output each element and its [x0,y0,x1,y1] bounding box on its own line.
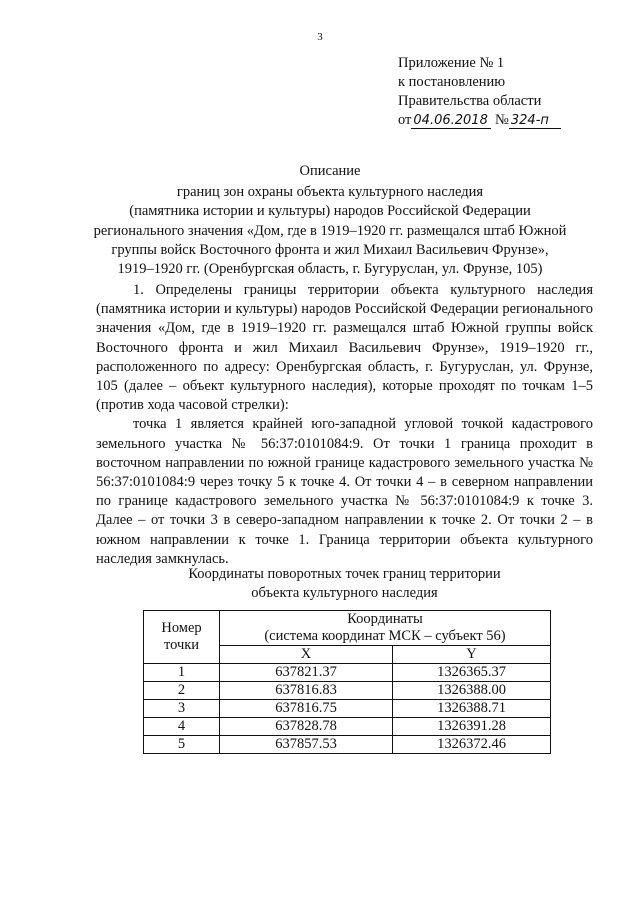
page-number: 3 [317,31,323,43]
handwritten-date: 04.06.2018 [411,114,491,129]
table-row [144,718,551,736]
header-point-line-2: точки [163,637,200,653]
header-point-number [144,611,220,664]
appendix-block [398,54,628,130]
cell-point: 4 [144,718,220,736]
heading-line-2: (памятника истории и культуры) народов Российской Федерации [129,203,531,220]
heading-line-3: регионального значения «Дом, где в 1919–1920 гг. размещался штаб Южной [93,222,567,239]
header-coordinates-line-1: Координаты [347,611,423,627]
cell-x: 637821.37 [220,664,393,682]
handwritten-number: 324-п [509,114,561,129]
cell-point: 2 [144,682,220,700]
paragraph-1: 1. Определены границы территории объекта культурного наследия (памятника истории и культуры) народов Российской Федерации регионального значения «Дом, где в 1919–1920 гг. размещался штаб Южной группы войск Восточного фронта и жил Михаил Васильевич Фрунзе», 1919–1920 гг., расположенного по адресу: Оренбургская область, г. Бугуруслан, ул. Фрунзе, 105 (далее – объект культурного наследия), которые проходят по точкам 1–5 (против хода часовой стрелки): [96,282,593,414]
number-prefix: № [495,112,509,128]
appendix-reference: к постановлению [398,74,506,90]
appendix-title: Приложение № 1 [398,55,505,71]
cell-y: 1326388.00 [393,682,551,700]
cell-y: 1326391.28 [393,718,551,736]
table-row [144,682,551,700]
table-row [144,664,551,682]
table-title [96,565,593,603]
header-x: X [220,646,393,664]
appendix-date-number [398,111,628,130]
header-point-line-1: Номер [161,620,202,636]
header-coordinates [220,611,551,646]
table-title-line-2: объекта культурного наследия [251,585,438,601]
table-row [144,736,551,754]
cell-y: 1326372.46 [393,736,551,754]
cell-x: 637816.75 [220,700,393,718]
cell-y: 1326388.71 [393,700,551,718]
heading-title: Описание [299,163,361,179]
date-prefix: от [398,112,412,128]
appendix-authority: Правительства области [398,93,542,109]
heading-line-1: границ зон охраны объекта культурного наследия [176,184,484,201]
heading-line-4: группы войск Восточного фронта и жил Михаил Васильевич Фрунзе», [111,241,549,258]
cell-point: 3 [144,700,220,718]
heading-line-5: 1919–1920 гг. (Оренбургская область, г. Бугуруслан, ул. Фрунзе, 105) [117,261,543,278]
header-coordinates-line-2: (система координат МСК – субъект 56) [264,628,506,644]
coordinates-table [143,610,551,754]
paragraph-2: точка 1 является крайней юго-западной угловой точкой кадастрового земельного участка № 56:37:0101084:9. От точки 1 граница проходит в восточном направлении по южной границе кадастрового земельного участка № 56:37:0101084:9 через точку 5 к точке 4. От точки 4 – в северном направлении по границе кадастрового земельного участка № 56:37:0101084:9 к точке 3. Далее – от точки 3 в северо-западном направлении к точке 2. От точки 2 – в южном направлении к точке 1. Граница территории объекта культурного наследия замкнулась. [96,416,593,567]
document-heading [60,162,600,279]
body-text [96,281,593,569]
cell-y: 1326365.37 [393,664,551,682]
cell-x: 637828.78 [220,718,393,736]
cell-point: 5 [144,736,220,754]
cell-x: 637857.53 [220,736,393,754]
cell-x: 637816.83 [220,682,393,700]
table-row [144,700,551,718]
table-title-line-1: Координаты поворотных точек границ территории [188,566,501,582]
cell-point: 1 [144,664,220,682]
header-y: Y [393,646,551,664]
